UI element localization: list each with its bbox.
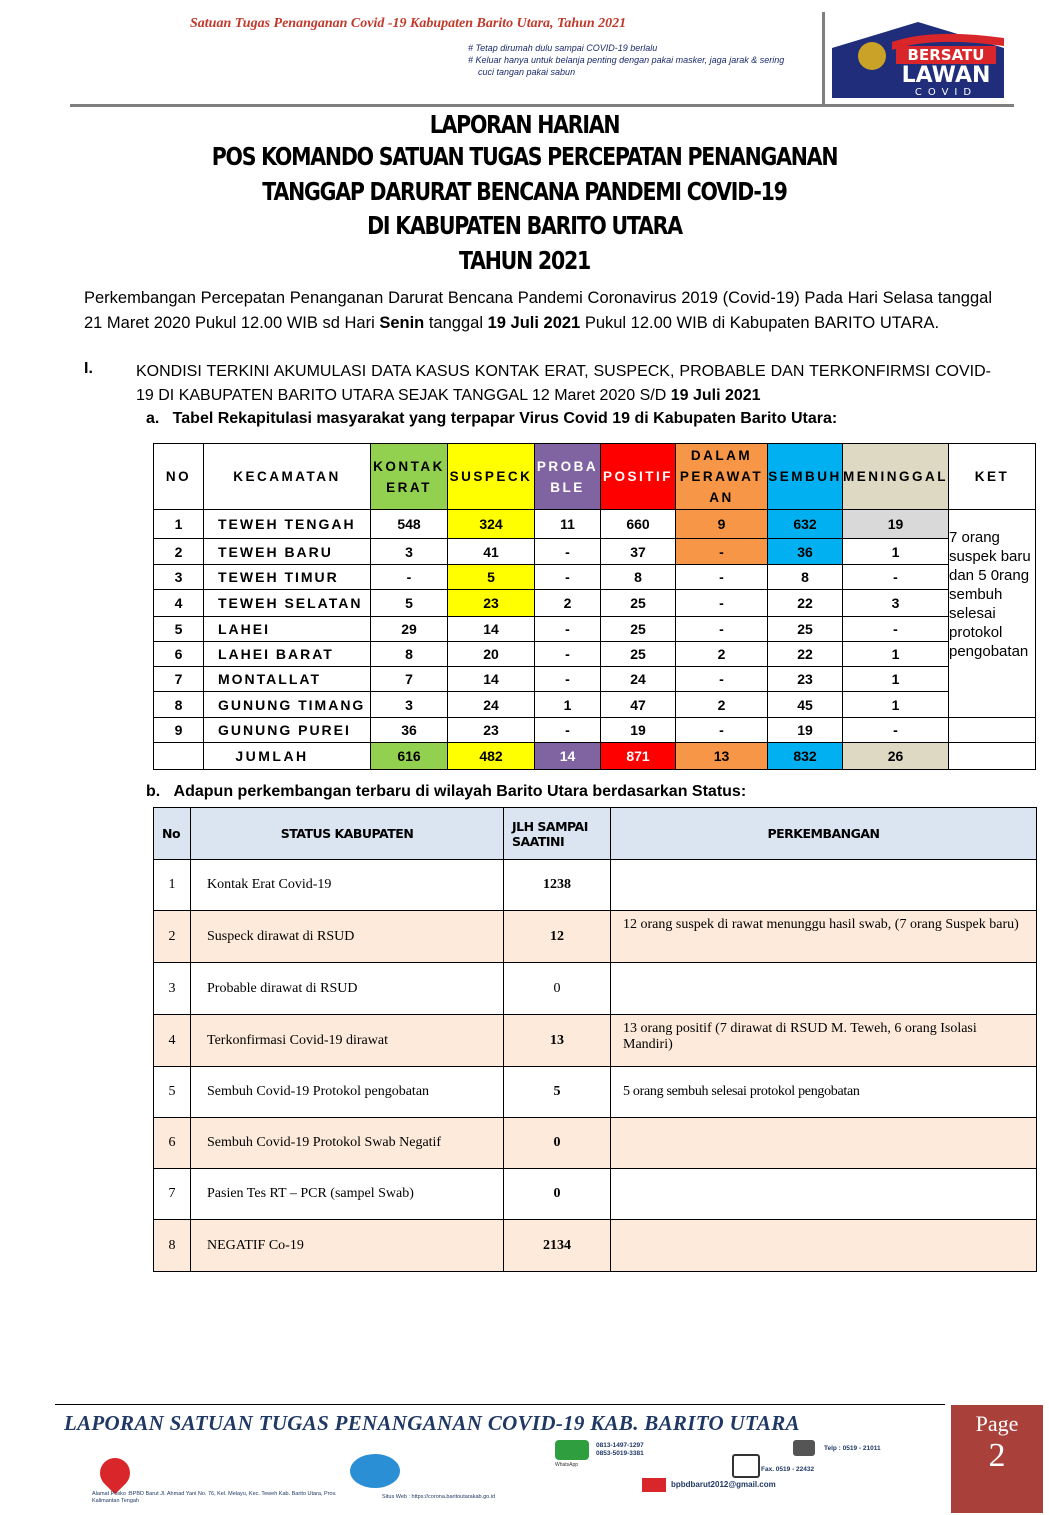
mail-icon xyxy=(642,1478,666,1492)
report-title-line: LAPORAN HARIAN xyxy=(429,110,620,139)
header-note: cuci tangan pakai sabun xyxy=(478,67,576,77)
report-title-line: DI KABUPATEN BARITO UTARA xyxy=(367,211,682,240)
table-row: 3 Probable dirawat di RSUD 0 xyxy=(154,963,1037,1015)
whatsapp-label: WhatsApp xyxy=(555,1462,579,1468)
col-header: JLH SAMPAI SAATINI xyxy=(504,808,611,860)
col-header: PROBA BLE xyxy=(535,444,601,510)
fax-icon xyxy=(732,1454,760,1478)
table-header-row xyxy=(154,808,1037,860)
col-header: DALAM PERAWAT AN xyxy=(676,444,768,510)
page-label: Page xyxy=(975,1411,1019,1436)
table-row: 7 Pasien Tes RT – PCR (sampel Swab) 0 xyxy=(154,1169,1037,1220)
globe-icon xyxy=(350,1454,400,1488)
footer-title: LAPORAN SATUAN TUGAS PENANGANAN COVID-19 KAB. BARITO UTARA xyxy=(64,1411,800,1435)
table-row: 4 TEWEH SELATAN 5 23 2 25 - 22 3 xyxy=(154,590,1036,617)
col-header: SEMBUH xyxy=(768,444,843,510)
website-text: Situs Web : https://corona.baritoutarakab.go.id xyxy=(382,1494,496,1500)
table-total-row: JUMLAH 616 482 14 871 13 832 26 xyxy=(154,743,1036,770)
table-row: 2 Suspeck dirawat di RSUD 12 12 orang suspek di rawat menunggu hasil swab, (7 orang Suspek baru) xyxy=(154,911,1037,963)
header-divider xyxy=(822,12,825,106)
address-text: Alamat Posko :BPBD Barut Jl. Ahmad Yani No. 76, Kel. Melayu, Kec. Teweh Kab. Barito Utara, Prov. Kalimantan Tengah xyxy=(92,1491,337,1504)
table-row: 8 NEGATIF Co-19 2134 xyxy=(154,1220,1037,1272)
logo-word: BERSATU xyxy=(907,46,985,64)
report-title-line: POS KOMANDO SATUAN TUGAS PERCEPATAN PENANGANAN xyxy=(211,142,838,171)
footer-rule xyxy=(55,1404,945,1405)
report-title-line: TAHUN 2021 xyxy=(458,246,591,275)
col-header: NO xyxy=(154,444,204,510)
status-table xyxy=(153,807,1037,1272)
col-header: PERKEMBANGAN xyxy=(611,808,1037,860)
header-note: # Tetap dirumah dulu sampai COVID-19 berlalu xyxy=(468,43,658,53)
header-title: Satuan Tugas Penanganan Covid -19 Kabupaten Barito Utara, Tahun 2021 xyxy=(190,16,627,31)
table-row: 6 Sembuh Covid-19 Protokol Swab Negatif 0 xyxy=(154,1118,1037,1169)
table-row: 3 TEWEH TIMUR - 5 - 8 - 8 - xyxy=(154,565,1036,590)
whatsapp-icon xyxy=(555,1440,589,1460)
col-header: MENINGGAL xyxy=(843,444,949,510)
page-number-box xyxy=(951,1405,1043,1513)
table-row: 1 Kontak Erat Covid-19 1238 xyxy=(154,860,1037,911)
telephone-icon xyxy=(793,1440,815,1456)
section-number: I. xyxy=(84,360,93,377)
header-notes xyxy=(468,42,784,78)
col-header: KONTAK ERAT xyxy=(371,444,448,510)
col-header: No xyxy=(154,808,191,860)
page-number: 2 xyxy=(988,1437,1006,1474)
table-row: 5 LAHEI 29 14 - 25 - 25 - xyxy=(154,617,1036,642)
subheading-a: a. Tabel Rekapitulasi masyarakat yang terpapar Virus Covid 19 di Kabupaten Barito Utara: xyxy=(146,410,838,427)
header-note: # Keluar hanya untuk belanja penting dengan pakai masker, jaga jarak & sering xyxy=(468,55,785,65)
logo-word: COVID xyxy=(914,87,978,98)
intro-paragraph: Perkembangan Percepatan Penanganan Darurat Bencana Pandemi Coronavirus 2019 (Covid-19) Pada Hari Selasa tanggal 21 Maret 2020 Pukul 12.00 WIB sd Hari Senin tanggal 19 Juli 2021 Pukul 12.00 WIB di Kabupaten BARITO UTARA. xyxy=(84,289,992,332)
fax-number: Fax. 0519 - 22432 xyxy=(761,1466,815,1473)
col-header: KET xyxy=(949,444,1036,510)
table-row: 8 GUNUNG TIMANG 3 24 1 47 2 45 1 xyxy=(154,692,1036,718)
col-header: POSITIF xyxy=(601,444,676,510)
table-row: 4 Terkonfirmasi Covid-19 dirawat 13 13 orang positif (7 dirawat di RSUD M. Teweh, 6 orang Isolasi Mandiri) xyxy=(154,1015,1037,1067)
col-header: STATUS KABUPATEN xyxy=(191,808,504,860)
location-pin-icon xyxy=(94,1452,136,1494)
email-address: bpbdbarut2012@gmail.com xyxy=(671,1480,776,1489)
table-row: 5 Sembuh Covid-19 Protokol pengobatan 5 5 orang sembuh selesai protokol pengobatan xyxy=(154,1067,1037,1118)
table-row: 9 GUNUNG PUREI 36 23 - 19 - 19 - xyxy=(154,718,1036,743)
header-rule xyxy=(70,104,1014,107)
logo-word: LAWAN xyxy=(901,63,991,88)
table-row: 2 TEWEH BARU 3 41 - 37 - 36 1 xyxy=(154,539,1036,565)
table-row: 6 LAHEI BARAT 8 20 - 25 2 22 1 xyxy=(154,642,1036,667)
bersatu-lawan-covid-logo xyxy=(832,18,1004,98)
table-row: 7 MONTALLAT 7 14 - 24 - 23 1 xyxy=(154,667,1036,692)
report-title-line: TANGGAP DARURAT BENCANA PANDEMI COVID-19 xyxy=(262,177,787,206)
table-header-row xyxy=(154,444,1036,510)
section-heading: KONDISI TERKINI AKUMULASI DATA KASUS KONTAK ERAT, SUSPECK, PROBABLE DAN TERKONFIRMSI COVID-19 DI KABUPATEN BARITO UTARA SEJAK TANGGAL 12 Maret 2020 S/D 19 Juli 2021 xyxy=(136,363,991,404)
telp-number: Telp : 0519 - 21011 xyxy=(824,1445,881,1452)
whatsapp-numbers: 0813-1497-1297 0853-5019-3381 xyxy=(596,1442,644,1457)
recap-table xyxy=(153,443,1036,770)
subheading-b: b. Adapun perkembangan terbaru di wilayah Barito Utara berdasarkan Status: xyxy=(146,783,747,800)
table-row: 1 TEWEH TENGAH 548 324 11 660 9 632 19 7 orang suspek baru dan 5 0rang sembuh selesai protokol pengobatan xyxy=(154,510,1036,539)
ket-note: 7 orang suspek baru dan 5 0rang sembuh selesai protokol pengobatan xyxy=(949,510,1036,718)
col-header: SUSPECK xyxy=(448,444,535,510)
col-header: KECAMATAN xyxy=(204,444,371,510)
